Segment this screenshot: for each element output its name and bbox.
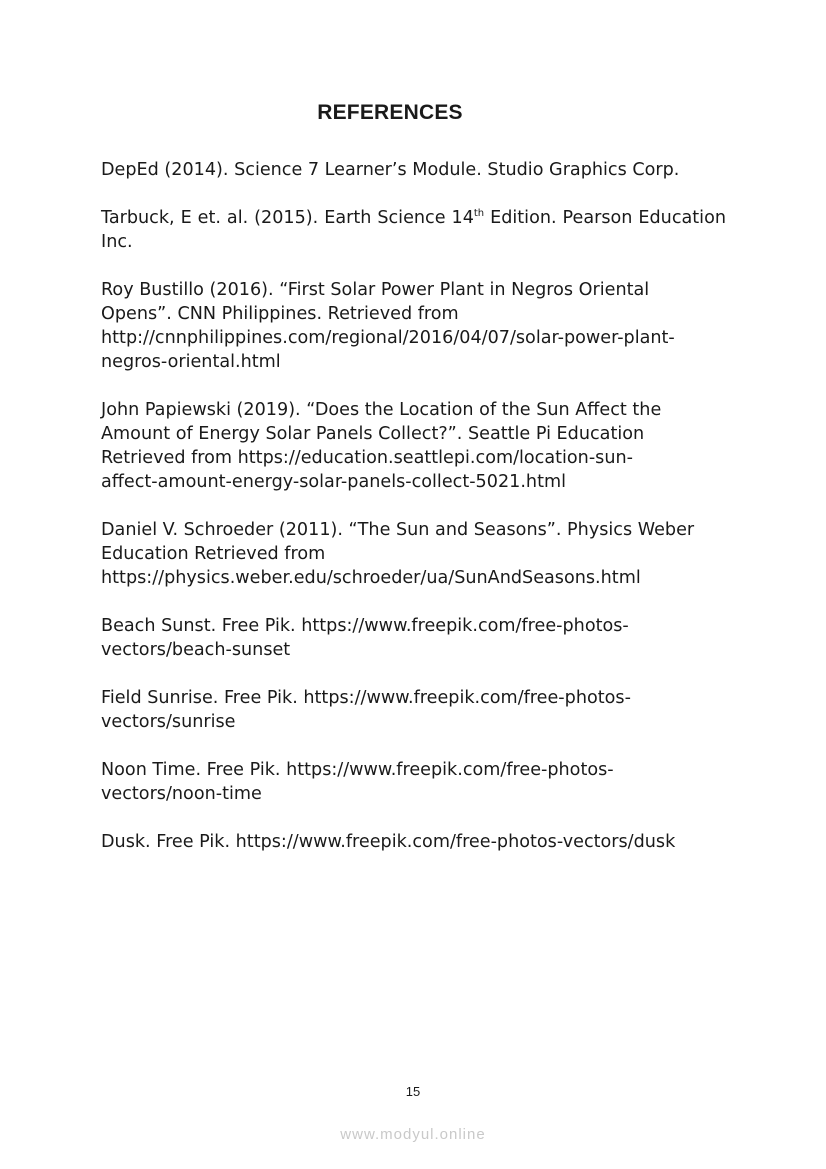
reference-line: Noon Time. Free Pik. https://www.freepik.com/free-photos- <box>101 760 614 780</box>
reference-url-line: http://cnnphilippines.com/regional/2016/04/07/solar-power-plant- <box>101 328 675 348</box>
reference-entry <box>101 830 726 854</box>
reference-line: Daniel V. Schroeder (2011). “The Sun and Seasons”. Physics Weber <box>101 520 695 540</box>
page-title: REFERENCES <box>317 101 463 124</box>
reference-url-line: negros-oriental.html <box>101 352 281 372</box>
reference-entry <box>101 518 726 590</box>
reference-text: Edition. Pearson Education Inc. <box>101 208 726 252</box>
reference-url-line: Retrieved from https://education.seattlepi.com/location-sun- <box>101 448 633 468</box>
reference-url-line: vectors/sunrise <box>101 712 236 732</box>
reference-text: DepEd (2014). Science 7 Learner’s Module. Studio Graphics Corp. <box>101 160 680 180</box>
reference-url-line: https://physics.weber.edu/schroeder/ua/SunAndSeasons.html <box>101 568 641 588</box>
reference-line: Opens”. CNN Philippines. Retrieved from <box>101 304 459 324</box>
watermark-text: www.modyul.online <box>340 1126 486 1143</box>
reference-list <box>101 158 726 878</box>
reference-url-line: affect-amount-energy-solar-panels-collect-5021.html <box>101 472 567 492</box>
reference-line: Roy Bustillo (2016). “First Solar Power Plant in Negros Oriental <box>101 280 650 300</box>
reference-entry <box>101 206 726 254</box>
reference-url-line: vectors/noon-time <box>101 784 262 804</box>
ordinal-superscript: th <box>473 208 485 220</box>
reference-line: Field Sunrise. Free Pik. https://www.freepik.com/free-photos- <box>101 688 631 708</box>
reference-entry <box>101 398 726 494</box>
reference-text: Tarbuck, E et. al. (2015). Earth Science 14 <box>101 208 474 228</box>
reference-line: John Papiewski (2019). “Does the Location of the Sun Affect the <box>101 400 662 420</box>
reference-line: Amount of Energy Solar Panels Collect?”. Seattle Pi Education <box>101 424 645 444</box>
reference-text: Dusk. Free Pik. https://www.freepik.com/free-photos-vectors/dusk <box>101 832 676 852</box>
reference-entry <box>101 686 726 734</box>
reference-entry <box>101 158 726 182</box>
reference-entry <box>101 758 726 806</box>
reference-line: Education Retrieved from <box>101 544 326 564</box>
reference-entry <box>101 614 726 662</box>
reference-line: Beach Sunst. Free Pik. https://www.freepik.com/free-photos- <box>101 616 629 636</box>
reference-entry <box>101 278 726 374</box>
reference-url-line: vectors/beach-sunset <box>101 640 291 660</box>
page-number: 15 <box>405 1084 421 1099</box>
